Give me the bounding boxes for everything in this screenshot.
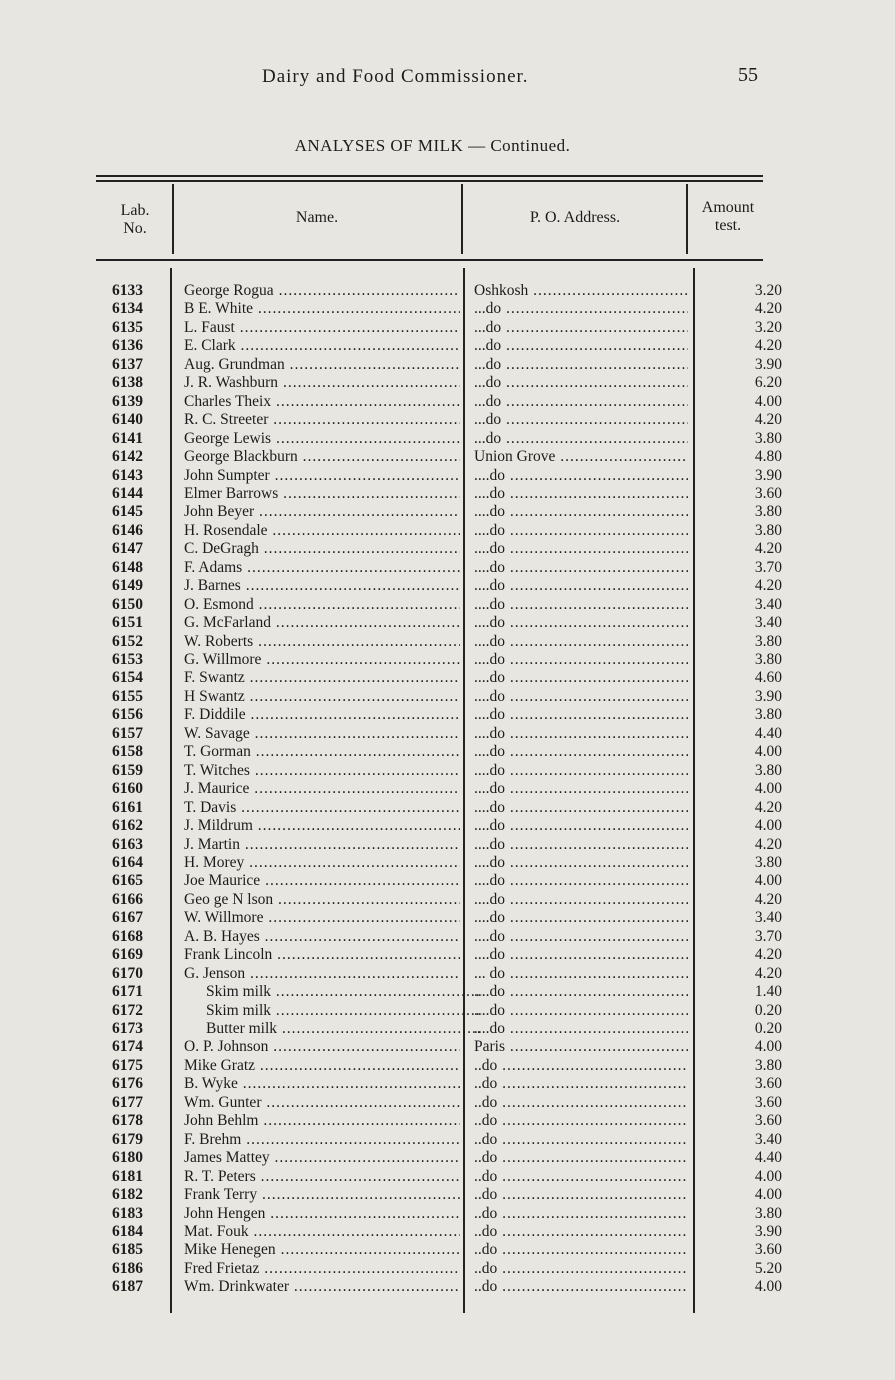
- table-row: [0, 983, 895, 1001]
- lab-number: 6183: [112, 1204, 143, 1222]
- table-row: [0, 817, 895, 835]
- lab-number: 6184: [112, 1222, 143, 1240]
- po-address: ..do .....: [474, 1131, 688, 1149]
- sample-name: T. Davis .....: [184, 799, 460, 817]
- sample-name: H Swantz .....: [184, 688, 460, 706]
- header-bottom-rule: [96, 259, 763, 261]
- po-address: ....do .....: [474, 817, 688, 835]
- header-top-rule-2: [96, 180, 763, 182]
- po-address: ..do .....: [474, 1149, 688, 1167]
- po-address: ....do .....: [474, 651, 688, 669]
- po-address: ..do .....: [474, 1223, 688, 1241]
- sample-name: G. Jenson .....: [184, 965, 460, 983]
- table-row: [0, 282, 895, 300]
- lab-number: 6172: [112, 1001, 143, 1019]
- po-address: ... do .....: [474, 965, 688, 983]
- sample-name: G. McFarland .....: [184, 614, 460, 632]
- amount-test: 3.80: [754, 632, 782, 650]
- po-address: ...do .....: [474, 430, 688, 448]
- lab-number: 6154: [112, 669, 143, 687]
- po-address: ...do .....: [474, 319, 688, 337]
- lab-number: 6139: [112, 392, 143, 410]
- amount-test: 3.40: [754, 1130, 782, 1148]
- po-address: ....do .....: [474, 780, 688, 798]
- amount-test: 4.00: [754, 1278, 782, 1296]
- lab-number: 6142: [112, 448, 143, 466]
- lab-number: 6156: [112, 706, 143, 724]
- lab-number: 6165: [112, 872, 143, 890]
- table-row: [0, 1131, 895, 1149]
- po-address: ....do .....: [474, 614, 688, 632]
- lab-number: 6185: [112, 1241, 143, 1259]
- col-header-name: Name.: [295, 209, 339, 226]
- lab-number: 6164: [112, 853, 143, 871]
- sample-name: Frank Terry .....: [184, 1186, 460, 1204]
- lab-number: 6180: [112, 1149, 143, 1167]
- table-title: [0, 136, 895, 156]
- col-header-lab-line2: No.: [123, 220, 147, 237]
- table-row: [0, 633, 895, 651]
- table-row: [0, 1186, 895, 1204]
- po-address: ...do .....: [474, 374, 688, 392]
- table-row: [0, 706, 895, 724]
- table-row: [0, 780, 895, 798]
- po-address: ....do .....: [474, 1002, 688, 1020]
- po-address: ....do .....: [474, 596, 688, 614]
- po-address: ....do .....: [474, 743, 688, 761]
- table-row: [0, 337, 895, 355]
- lab-number: 6138: [112, 374, 143, 392]
- po-address: ....do .....: [474, 485, 688, 503]
- sample-name: F. Swantz .....: [184, 669, 460, 687]
- amount-test: 3.40: [754, 614, 782, 632]
- amount-test: 3.80: [754, 521, 782, 539]
- amount-test: 3.90: [754, 355, 782, 373]
- sample-name: Skim milk .....: [184, 1002, 482, 1020]
- amount-test: 0.20: [754, 1020, 782, 1037]
- amount-test: 3.60: [754, 1112, 782, 1130]
- amount-test: 4.00: [754, 780, 782, 798]
- amount-test: 3.80: [754, 1204, 782, 1222]
- po-address: ....do .....: [474, 688, 688, 706]
- table-row: [0, 1205, 895, 1223]
- amount-test: 3.60: [754, 484, 782, 502]
- po-address: ..do .....: [474, 1278, 688, 1296]
- lab-number: 6163: [112, 835, 143, 853]
- table-row: [0, 559, 895, 577]
- sample-name: Elmer Barrows .....: [184, 485, 460, 503]
- sample-name: Joe Maurice .....: [184, 872, 460, 890]
- sample-name: Mike Gratz .....: [184, 1057, 460, 1075]
- lab-number: 6152: [112, 632, 143, 650]
- table-row: [0, 1020, 895, 1038]
- amount-test: 4.80: [754, 448, 782, 466]
- table-row: [0, 854, 895, 872]
- po-address: ....do .....: [474, 928, 688, 946]
- table-row: [0, 430, 895, 448]
- sample-name: H. Rosendale .....: [184, 522, 460, 540]
- sample-name: T. Gorman .....: [184, 743, 460, 761]
- lab-number: 6133: [112, 282, 143, 299]
- po-address: ..do .....: [474, 1260, 688, 1278]
- amount-test: 3.70: [754, 927, 782, 945]
- po-address: ....do .....: [474, 540, 688, 558]
- sample-name: Wm. Drinkwater .....: [184, 1278, 460, 1296]
- table-row: [0, 1057, 895, 1075]
- table-row: [0, 965, 895, 983]
- table-row: [0, 1223, 895, 1241]
- amount-test: 3.90: [754, 466, 782, 484]
- table-row: [0, 522, 895, 540]
- lab-number: 6143: [112, 466, 143, 484]
- po-address: Paris .....: [474, 1038, 688, 1056]
- po-address: ..do .....: [474, 1075, 688, 1093]
- amount-test: 3.80: [754, 706, 782, 724]
- table-row: [0, 762, 895, 780]
- po-address: Union Grove .....: [474, 448, 688, 466]
- col-header-address: P. O. Address.: [529, 209, 621, 226]
- lab-number: 6182: [112, 1186, 143, 1204]
- po-address: ....do .....: [474, 836, 688, 854]
- amount-test: 3.80: [754, 761, 782, 779]
- amount-test: 3.40: [754, 909, 782, 927]
- po-address: ..do .....: [474, 1241, 688, 1259]
- amount-test: 4.00: [754, 743, 782, 761]
- lab-number: 6187: [112, 1278, 143, 1296]
- sample-name: O. P. Johnson .....: [184, 1038, 460, 1056]
- amount-test: 4.00: [754, 817, 782, 835]
- po-address: ....do .....: [474, 983, 688, 1001]
- amount-test: 3.80: [754, 503, 782, 521]
- po-address: ....do .....: [474, 633, 688, 651]
- table-row: [0, 485, 895, 503]
- table-row: [0, 1075, 895, 1093]
- col-header-amount-line1: Amount: [701, 199, 755, 216]
- amount-test: 4.40: [754, 1149, 782, 1167]
- po-address: ..do .....: [474, 1168, 688, 1186]
- po-address: ....do .....: [474, 503, 688, 521]
- amount-test: 4.20: [754, 577, 782, 595]
- table-row: [0, 448, 895, 466]
- amount-test: 3.20: [754, 318, 782, 336]
- po-address: ....do .....: [474, 799, 688, 817]
- amount-test: 4.00: [754, 1038, 782, 1056]
- table-row: [0, 467, 895, 485]
- po-address: ..do .....: [474, 1057, 688, 1075]
- lab-number: 6179: [112, 1130, 143, 1148]
- header-top-rule: [96, 175, 763, 177]
- running-head-title: Dairy and Food Commissioner.: [262, 66, 529, 87]
- amount-test: 3.40: [754, 595, 782, 613]
- lab-number: 6159: [112, 761, 143, 779]
- sample-name: R. T. Peters .....: [184, 1168, 460, 1186]
- amount-test: 4.20: [754, 337, 782, 355]
- po-address: ....do .....: [474, 1020, 688, 1038]
- sample-name: George Lewis .....: [184, 430, 460, 448]
- po-address: ...do .....: [474, 393, 688, 411]
- table-row: [0, 946, 895, 964]
- lab-number: 6170: [112, 964, 143, 982]
- amount-test: 4.00: [754, 392, 782, 410]
- sample-name: J. Mildrum .....: [184, 817, 460, 835]
- amount-test: 3.80: [754, 853, 782, 871]
- table-row: [0, 909, 895, 927]
- sample-name: Charles Theix .....: [184, 393, 460, 411]
- po-address: ....do .....: [474, 467, 688, 485]
- sample-name: George Blackburn .....: [184, 448, 460, 466]
- sample-name: Frank Lincoln .....: [184, 946, 460, 964]
- po-address: ....do .....: [474, 706, 688, 724]
- lab-number: 6153: [112, 651, 143, 668]
- lab-number: 6174: [112, 1038, 143, 1056]
- col-header-amount: [688, 199, 768, 235]
- col-header-lab-no: [100, 202, 170, 238]
- lab-number: 6141: [112, 429, 143, 447]
- col-header-lab-line1: Lab.: [120, 202, 150, 219]
- table-row: [0, 614, 895, 632]
- sample-name: W. Willmore .....: [184, 909, 460, 927]
- lab-number: 6140: [112, 411, 143, 429]
- po-address: ....do .....: [474, 725, 688, 743]
- running-head: [0, 60, 895, 90]
- po-address: ...do .....: [474, 337, 688, 355]
- amount-test: 3.20: [754, 282, 782, 299]
- amount-test: 4.60: [754, 669, 782, 687]
- table-row: [0, 688, 895, 706]
- sample-name: R. C. Streeter .....: [184, 411, 460, 429]
- table-row: [0, 872, 895, 890]
- amount-test: 3.80: [754, 651, 782, 668]
- table-row: [0, 669, 895, 687]
- lab-number: 6168: [112, 927, 143, 945]
- amount-test: 1.40: [754, 983, 782, 1001]
- lab-number: 6171: [112, 983, 143, 1001]
- lab-number: 6150: [112, 595, 143, 613]
- amount-test: 3.60: [754, 1075, 782, 1093]
- table-row: [0, 411, 895, 429]
- table-row: [0, 374, 895, 392]
- lab-number: 6144: [112, 484, 143, 502]
- header-divider-2: [461, 184, 463, 254]
- sample-name: Skim milk .....: [184, 983, 482, 1001]
- lab-number: 6147: [112, 540, 143, 558]
- table-row: [0, 799, 895, 817]
- amount-test: 3.60: [754, 1241, 782, 1259]
- table-row: [0, 1241, 895, 1259]
- sample-name: E. Clark .....: [184, 337, 460, 355]
- po-address: ...do .....: [474, 356, 688, 374]
- amount-test: 4.20: [754, 964, 782, 982]
- table-row: [0, 1168, 895, 1186]
- table-title-main: ANALYSES OF MILK: [294, 136, 464, 155]
- table-row: [0, 540, 895, 558]
- po-address: ...do .....: [474, 300, 688, 318]
- table-row: [0, 1002, 895, 1020]
- table-row: [0, 1260, 895, 1278]
- table-row: [0, 596, 895, 614]
- lab-number: 6149: [112, 577, 143, 595]
- amount-test: 4.00: [754, 872, 782, 890]
- lab-number: 6177: [112, 1093, 143, 1111]
- sample-name: C. DeGragh .....: [184, 540, 460, 558]
- sample-name: Mike Henegen .....: [184, 1241, 460, 1259]
- table-row: [0, 1112, 895, 1130]
- amount-test: 4.00: [754, 1186, 782, 1204]
- sample-name: F. Diddile .....: [184, 706, 460, 724]
- amount-test: 3.80: [754, 429, 782, 447]
- lab-number: 6155: [112, 687, 143, 705]
- po-address: ....do .....: [474, 854, 688, 872]
- table-row: [0, 1038, 895, 1056]
- po-address: ...do .....: [474, 411, 688, 429]
- sample-name: George Rogua .....: [184, 282, 460, 300]
- sample-name: J. Martin .....: [184, 836, 460, 854]
- table-row: [0, 725, 895, 743]
- amount-test: 3.90: [754, 1222, 782, 1240]
- po-address: ..do .....: [474, 1112, 688, 1130]
- po-address: ....do .....: [474, 946, 688, 964]
- sample-name: W. Roberts .....: [184, 633, 460, 651]
- lab-number: 6136: [112, 337, 143, 355]
- lab-number: 6176: [112, 1075, 143, 1093]
- table-row: [0, 891, 895, 909]
- lab-number: 6148: [112, 558, 143, 576]
- lab-number: 6134: [112, 300, 143, 318]
- amount-test: 4.20: [754, 798, 782, 816]
- sample-name: F. Adams .....: [184, 559, 460, 577]
- sample-name: J. Maurice .....: [184, 780, 460, 798]
- lab-number: 6169: [112, 946, 143, 964]
- po-address: ....do .....: [474, 909, 688, 927]
- amount-test: 4.00: [754, 1167, 782, 1185]
- lab-number: 6145: [112, 503, 143, 521]
- po-address: ....do .....: [474, 872, 688, 890]
- amount-test: 3.70: [754, 558, 782, 576]
- amount-test: 4.20: [754, 835, 782, 853]
- table-row: [0, 1149, 895, 1167]
- sample-name: B. Wyke .....: [184, 1075, 460, 1093]
- sample-name: H. Morey .....: [184, 854, 460, 872]
- sample-name: John Beyer .....: [184, 503, 460, 521]
- table-row: [0, 393, 895, 411]
- sample-name: J. R. Washburn .....: [184, 374, 460, 392]
- amount-test: 4.20: [754, 946, 782, 964]
- sample-name: G. Willmore .....: [184, 651, 460, 669]
- sample-name: Aug. Grundman .....: [184, 356, 460, 374]
- sample-name: Butter milk .....: [184, 1020, 482, 1038]
- sample-name: W. Savage .....: [184, 725, 460, 743]
- lab-number: 6157: [112, 724, 143, 742]
- sample-name: O. Esmond .....: [184, 596, 460, 614]
- po-address: ....do .....: [474, 559, 688, 577]
- table-row: [0, 503, 895, 521]
- table-row: [0, 1278, 895, 1296]
- po-address: ....do .....: [474, 577, 688, 595]
- sample-name: John Behlm .....: [184, 1112, 460, 1130]
- table-row: [0, 928, 895, 946]
- po-address: ....do .....: [474, 522, 688, 540]
- lab-number: 6135: [112, 318, 143, 336]
- sample-name: F. Brehm .....: [184, 1131, 460, 1149]
- lab-number: 6161: [112, 798, 143, 816]
- lab-number: 6167: [112, 909, 143, 927]
- sample-name: John Hengen .....: [184, 1205, 460, 1223]
- po-address: ....do .....: [474, 669, 688, 687]
- amount-test: 3.60: [754, 1093, 782, 1111]
- table-row: [0, 836, 895, 854]
- po-address: ....do .....: [474, 762, 688, 780]
- table-title-continued: — Continued.: [463, 136, 571, 155]
- po-address: ....do .....: [474, 891, 688, 909]
- sample-name: Wm. Gunter .....: [184, 1094, 460, 1112]
- table-row: [0, 356, 895, 374]
- sample-name: J. Barnes .....: [184, 577, 460, 595]
- sample-name: T. Witches .....: [184, 762, 460, 780]
- po-address: Oshkosh .....: [474, 282, 688, 300]
- amount-test: 4.20: [754, 540, 782, 558]
- sample-name: James Mattey .....: [184, 1149, 460, 1167]
- amount-test: 4.20: [754, 411, 782, 429]
- table-row: [0, 1094, 895, 1112]
- lab-number: 6160: [112, 780, 143, 798]
- amount-test: 4.40: [754, 724, 782, 742]
- lab-number: 6186: [112, 1259, 143, 1277]
- lab-number: 6166: [112, 890, 143, 908]
- amount-test: 3.90: [754, 687, 782, 705]
- col-header-amount-line2: test.: [714, 217, 742, 234]
- amount-test: 0.20: [754, 1001, 782, 1019]
- amount-test: 4.20: [754, 300, 782, 318]
- sample-name: Mat. Fouk .....: [184, 1223, 460, 1241]
- page-number: 55: [738, 64, 758, 86]
- amount-test: 5.20: [754, 1259, 782, 1277]
- table-row: [0, 300, 895, 318]
- po-address: ..do .....: [474, 1094, 688, 1112]
- po-address: ..do .....: [474, 1186, 688, 1204]
- table-row: [0, 743, 895, 761]
- lab-number: 6137: [112, 355, 143, 373]
- sample-name: B E. White .....: [184, 300, 460, 318]
- lab-number: 6162: [112, 817, 143, 835]
- table-row: [0, 319, 895, 337]
- sample-name: L. Faust .....: [184, 319, 460, 337]
- table-row: [0, 651, 895, 669]
- lab-number: 6146: [112, 521, 143, 539]
- lab-number: 6151: [112, 614, 143, 632]
- lab-number: 6175: [112, 1056, 143, 1074]
- po-address: ..do .....: [474, 1205, 688, 1223]
- lab-number: 6158: [112, 743, 143, 761]
- sample-name: Geo ge N lson .....: [184, 891, 460, 909]
- amount-test: 6.20: [754, 374, 782, 392]
- sample-name: John Sumpter .....: [184, 467, 460, 485]
- amount-test: 4.20: [754, 890, 782, 908]
- lab-number: 6173: [112, 1020, 143, 1037]
- sample-name: A. B. Hayes .....: [184, 928, 460, 946]
- amount-test: 3.80: [754, 1056, 782, 1074]
- lab-number: 6181: [112, 1167, 143, 1185]
- lab-number: 6178: [112, 1112, 143, 1130]
- sample-name: Fred Frietaz .....: [184, 1260, 460, 1278]
- table-row: [0, 577, 895, 595]
